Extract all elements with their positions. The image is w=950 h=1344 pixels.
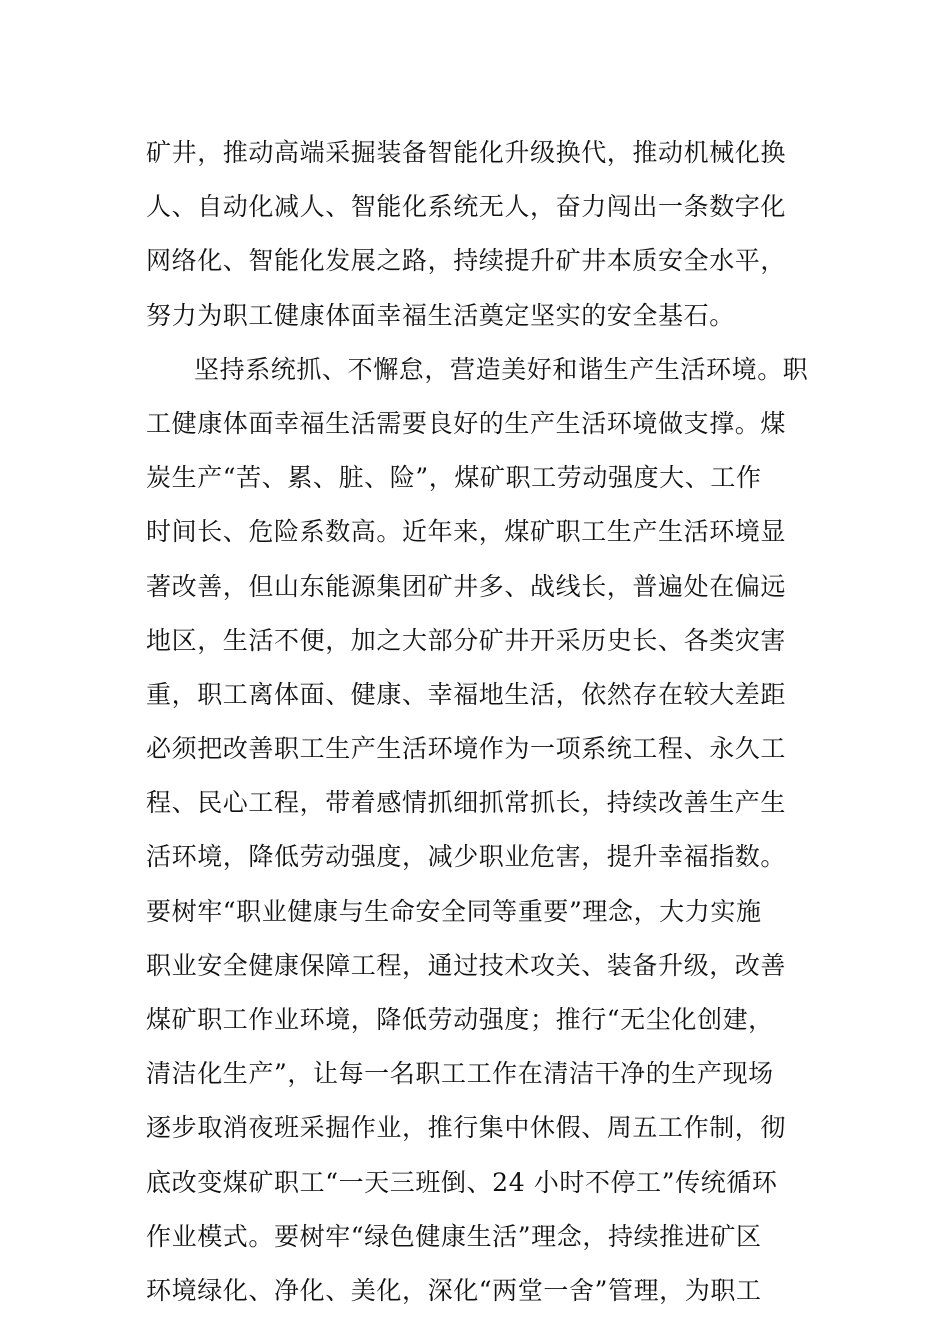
text-line: 职业安全健康保障工程，通过技术攻关、装备升级，改善 [146,950,787,980]
text-line: 著改善，但山东能源集团矿井多、战线长，普遍处在偏远 [146,571,787,601]
text-line: 人、自动化减人、智能化系统无人，奋力闯出一条数字化 [146,192,787,222]
text-line: 逐步取消夜班采掘作业，推行集中休假、周五工作制，彻 [146,1113,787,1143]
text-line: 努力为职工健康体面幸福生活奠定坚实的安全基石。 [146,300,735,330]
text-line: 重，职工离体面、健康、幸福地生活，依然存在较大差距 [146,679,787,709]
paragraph-first-line: 坚持系统抓、不懈怠，营造美好和谐生产生活环境。职 [194,354,809,384]
text-line: 炭生产“苦、累、脏、险”，煤矿职工劳动强度大、工作 [146,463,762,493]
text-line: 作业模式。要树牢“绿色健康生活”理念，持续推进矿区 [146,1221,762,1251]
text-line: 煤矿职工作业环境，降低劳动强度；推行“无尘化创建， [146,1005,774,1034]
body-text [146,126,816,1318]
text-line: 地区，生活不便，加之大部分矿井开采历史长、各类灾害 [146,625,787,655]
text-line: 时间长、危险系数高。近年来，煤矿职工生产生活环境显 [146,517,787,547]
text-line: 底改变煤矿职工“一天三班倒、24 小时不停工”传统循环 [146,1167,778,1197]
text-line: 必须把改善职工生产生活环境作为一项系统工程、永久工 [146,734,787,764]
text-line: 环境绿化、净化、美化，深化“两堂一舍”管理，为职工 [146,1275,762,1305]
text-line: 网络化、智能化发展之路，持续提升矿井本质安全水平， [146,246,787,276]
text-line: 要树牢“职业健康与生命安全同等重要”理念，大力实施 [146,896,762,926]
text-line: 活环境，降低劳动强度，减少职业危害，提升幸福指数。 [146,842,787,872]
text-line: 工健康体面幸福生活需要良好的生产生活环境做支撑。煤 [146,408,787,438]
text-line: 清洁化生产”，让每一名职工工作在清洁干净的生产现场 [146,1059,774,1089]
text-line: 程、民心工程，带着感情抓细抓常抓长，持续改善生产生 [146,788,787,818]
text-line: 矿井，推动高端采掘装备智能化升级换代，推动机械化换 [146,138,787,167]
